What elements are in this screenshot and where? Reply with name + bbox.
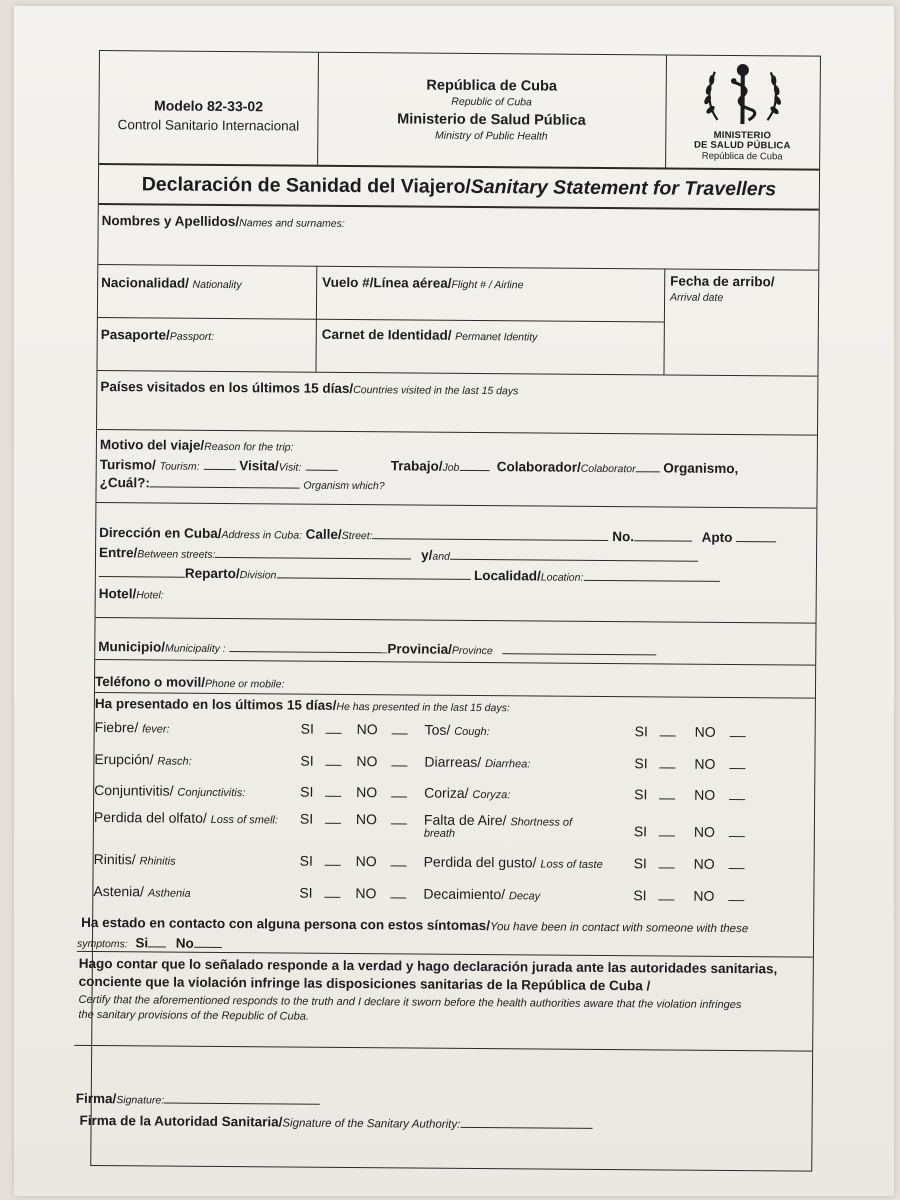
passport-field[interactable]: Pasaporte/Passport: xyxy=(100,327,215,343)
street-blank[interactable] xyxy=(373,527,609,541)
organism-which: ¿Cuál?: Organism which? xyxy=(99,475,385,493)
paper-sheet xyxy=(14,6,894,1196)
symptom-label: Diarreas/ Diarrhea: xyxy=(424,753,531,771)
model-cell xyxy=(99,51,318,165)
symptom-no-option[interactable]: NO xyxy=(693,888,744,904)
symptom-yes-option[interactable]: SI xyxy=(301,721,342,737)
no-blank[interactable] xyxy=(390,886,406,898)
title-bar xyxy=(99,163,819,211)
divider xyxy=(97,370,817,377)
yes-blank[interactable] xyxy=(659,824,675,836)
municipality-blank[interactable] xyxy=(229,640,387,653)
republic-en: Republic of Cuba xyxy=(451,95,532,109)
symptom-no-option[interactable]: NO xyxy=(355,885,406,901)
ministry-es: Ministerio de Salud Pública xyxy=(397,111,586,129)
symptom-yes-option[interactable]: SI xyxy=(635,723,676,739)
divider xyxy=(74,1045,812,1052)
yes-blank[interactable] xyxy=(325,854,341,866)
sanitary-form xyxy=(75,50,821,1172)
yes-blank[interactable] xyxy=(659,787,675,799)
nationality-field[interactable]: Nacionalidad/ Nationality xyxy=(101,275,242,292)
address-line-2: Entre/Between streets: y/and xyxy=(99,545,698,565)
address-line-3: Reparto/Division Localidad/Location: xyxy=(99,565,720,585)
symptom-label: Conjuntivitis/ Conjunctivitis: xyxy=(94,781,246,800)
no-blank[interactable] xyxy=(390,854,406,866)
yes-blank[interactable] xyxy=(658,888,674,900)
symptom-yes-option[interactable]: SI xyxy=(300,853,341,869)
form-title xyxy=(99,173,819,202)
yes-blank[interactable] xyxy=(325,812,341,824)
logo-text-1: MINISTERIO xyxy=(713,129,772,142)
symptom-yes-option[interactable]: SI xyxy=(634,823,675,839)
contact-no-blank[interactable] xyxy=(194,936,222,948)
collaborator-option: Colaborador/Colaborator Organismo, xyxy=(496,459,739,477)
visit-blank[interactable] xyxy=(305,459,337,471)
declaration-es: Hago contar que lo señalado responde a la verdad y hago declaración jurada ante las autoridades sanitarias, conciente que la violación infringe las disposiciones sanitarias de la República de Cuba / xyxy=(78,955,778,994)
no-blank[interactable] xyxy=(391,785,407,797)
symptom-label: Rinitis/ Rhinitis xyxy=(93,850,176,868)
logo-text-2: DE SALUD PÚBLICA xyxy=(693,139,791,152)
symptom-no-option[interactable]: NO xyxy=(356,784,407,800)
republic-cell xyxy=(317,53,666,168)
authority-signature-field[interactable]: Firma de la Autoridad Sanitaria/Signature of the Sanitary Authority: xyxy=(80,1113,593,1132)
signature-blank[interactable] xyxy=(164,1092,320,1105)
reason-options: Turismo/ Tourism: Visita/Visit: xyxy=(100,456,338,474)
reparto-blank[interactable] xyxy=(276,566,470,580)
yes-blank[interactable] xyxy=(659,856,675,868)
symptom-no-option[interactable]: NO xyxy=(356,753,407,769)
symptom-label: Erupción/ Rasch: xyxy=(94,750,192,768)
tourism-blank[interactable] xyxy=(203,458,235,470)
no-blank[interactable] xyxy=(729,788,745,800)
symptom-no-option[interactable]: NO xyxy=(695,724,746,740)
no-blank[interactable] xyxy=(729,757,745,769)
and-blank[interactable] xyxy=(450,548,698,562)
symptom-no-option[interactable]: NO xyxy=(357,721,408,737)
yes-blank[interactable] xyxy=(659,756,675,768)
collaborator-blank[interactable] xyxy=(636,460,660,472)
symptom-yes-option[interactable]: SI xyxy=(300,753,341,769)
no-blank[interactable] xyxy=(391,754,407,766)
job-option: Trabajo/Job xyxy=(391,458,490,474)
address-line-1: Dirección en Cuba/Address in Cuba: Calle/Street: No. Apto xyxy=(99,525,776,545)
no-blank[interactable] xyxy=(728,857,744,869)
symptom-label: Perdida del olfato/ Loss of smell: xyxy=(93,808,279,827)
identity-field[interactable]: Carnet de Identidad/ Permanet Identity xyxy=(321,326,538,344)
hotel-field[interactable]: Hotel/Hotel: xyxy=(98,586,164,602)
symptom-label: Perdida del gusto/ Loss of taste xyxy=(423,853,603,871)
no-blank[interactable] xyxy=(729,825,745,837)
yes-blank[interactable] xyxy=(326,754,342,766)
symptom-no-option[interactable]: NO xyxy=(356,853,407,869)
symptom-yes-option[interactable]: SI xyxy=(634,855,675,871)
symptom-yes-option[interactable]: SI xyxy=(300,811,341,827)
caduceus-laurel-icon xyxy=(692,60,793,131)
symptom-no-option[interactable]: NO xyxy=(694,787,745,803)
symptom-yes-option[interactable]: SI xyxy=(634,786,675,802)
symptom-yes-option[interactable]: SI xyxy=(634,755,675,771)
symptom-label: Fiebre/ fever: xyxy=(94,718,170,736)
yes-blank[interactable] xyxy=(324,886,340,898)
symptom-no-option[interactable]: NO xyxy=(694,856,745,872)
divider xyxy=(96,617,816,624)
republic-es: República de Cuba xyxy=(426,77,558,95)
province-blank[interactable] xyxy=(502,642,656,655)
apto-blank[interactable] xyxy=(736,530,776,542)
symptom-label: Tos/ Cough: xyxy=(424,721,490,739)
yes-blank[interactable] xyxy=(660,724,676,736)
symptom-label: Decaimiento/ Decay xyxy=(423,885,541,903)
authority-signature-blank[interactable] xyxy=(460,1116,592,1129)
divider xyxy=(96,502,816,509)
divider xyxy=(97,429,817,436)
localidad-blank[interactable] xyxy=(583,569,719,582)
names-label: Nombres y Apellidos/Names and surnames: xyxy=(101,213,345,230)
logo-text-3: República de Cuba xyxy=(701,150,783,163)
contact-answer: symptoms: Si No xyxy=(77,935,222,951)
divider xyxy=(98,317,664,322)
organism-blank[interactable] xyxy=(150,475,300,488)
symptom-label: Coriza/ Coryza: xyxy=(424,784,511,802)
between-blank[interactable] xyxy=(215,546,411,560)
symptom-label: Astenia/ Asthenia xyxy=(93,882,191,900)
symptom-yes-option[interactable]: SI xyxy=(300,784,341,800)
control-label: Control Sanitario Internacional xyxy=(117,117,300,134)
no-blank[interactable] xyxy=(728,889,744,901)
symptom-label: Falta de Aire/ Shortness of breath xyxy=(423,811,573,840)
divider xyxy=(95,659,815,666)
symptom-no-option[interactable]: NO xyxy=(694,756,745,772)
reparto-prefix-blank[interactable] xyxy=(99,565,185,578)
divider xyxy=(98,264,818,271)
flight-field[interactable]: Vuelo #/Línea aérea/Flight # / Airline xyxy=(322,274,524,292)
title-en: Sanitary Statement for Travellers xyxy=(470,175,777,201)
phone-field[interactable]: Teléfono o movil/Phone or mobile: xyxy=(94,673,285,691)
symptom-yes-option[interactable]: SI xyxy=(633,887,674,903)
arrival-date-field[interactable]: Fecha de arribo/ Arrival date xyxy=(670,273,775,304)
countries-field[interactable]: Países visitados en los últimos 15 días/Countries visited in the last 15 days xyxy=(100,379,519,398)
yes-blank[interactable] xyxy=(326,722,342,734)
contact-yes-blank[interactable] xyxy=(148,935,166,947)
title-es: Declaración de Sanidad del Viajero/ xyxy=(141,173,471,198)
ministry-logo xyxy=(665,55,820,168)
no-blank[interactable] xyxy=(730,725,746,737)
yes-blank[interactable] xyxy=(325,785,341,797)
declaration-en: Certify that the aforementioned responds to the truth and I declare it sworn before the health authorities aware that the violation infringes the sanitary provisions of the Republic of Cuba. xyxy=(78,993,742,1023)
reason-title: Motivo del viaje/Reason for the trip: xyxy=(99,437,294,454)
symptom-yes-option[interactable]: SI xyxy=(299,885,340,901)
number-blank[interactable] xyxy=(634,529,692,541)
no-blank[interactable] xyxy=(392,722,408,734)
contact-question: Ha estado en contacto con alguna persona con estos síntomas/You have been in contact with someone with these xyxy=(81,914,749,936)
model-number: Modelo 82-33-02 xyxy=(154,97,264,115)
symptoms-title: Ha presentado en los últimos 15 días/He has presented in the last 15 days: xyxy=(94,695,510,715)
signature-field[interactable]: Firma/Signature: xyxy=(76,1091,321,1108)
ministry-en: Ministry of Public Health xyxy=(434,129,548,143)
job-blank[interactable] xyxy=(459,459,489,471)
symptom-no-option[interactable]: NO xyxy=(694,824,745,840)
no-blank[interactable] xyxy=(391,812,407,824)
municipality-province: Municipio/Municipality : Provincia/Province xyxy=(98,639,656,658)
symptom-no-option[interactable]: NO xyxy=(356,811,407,827)
